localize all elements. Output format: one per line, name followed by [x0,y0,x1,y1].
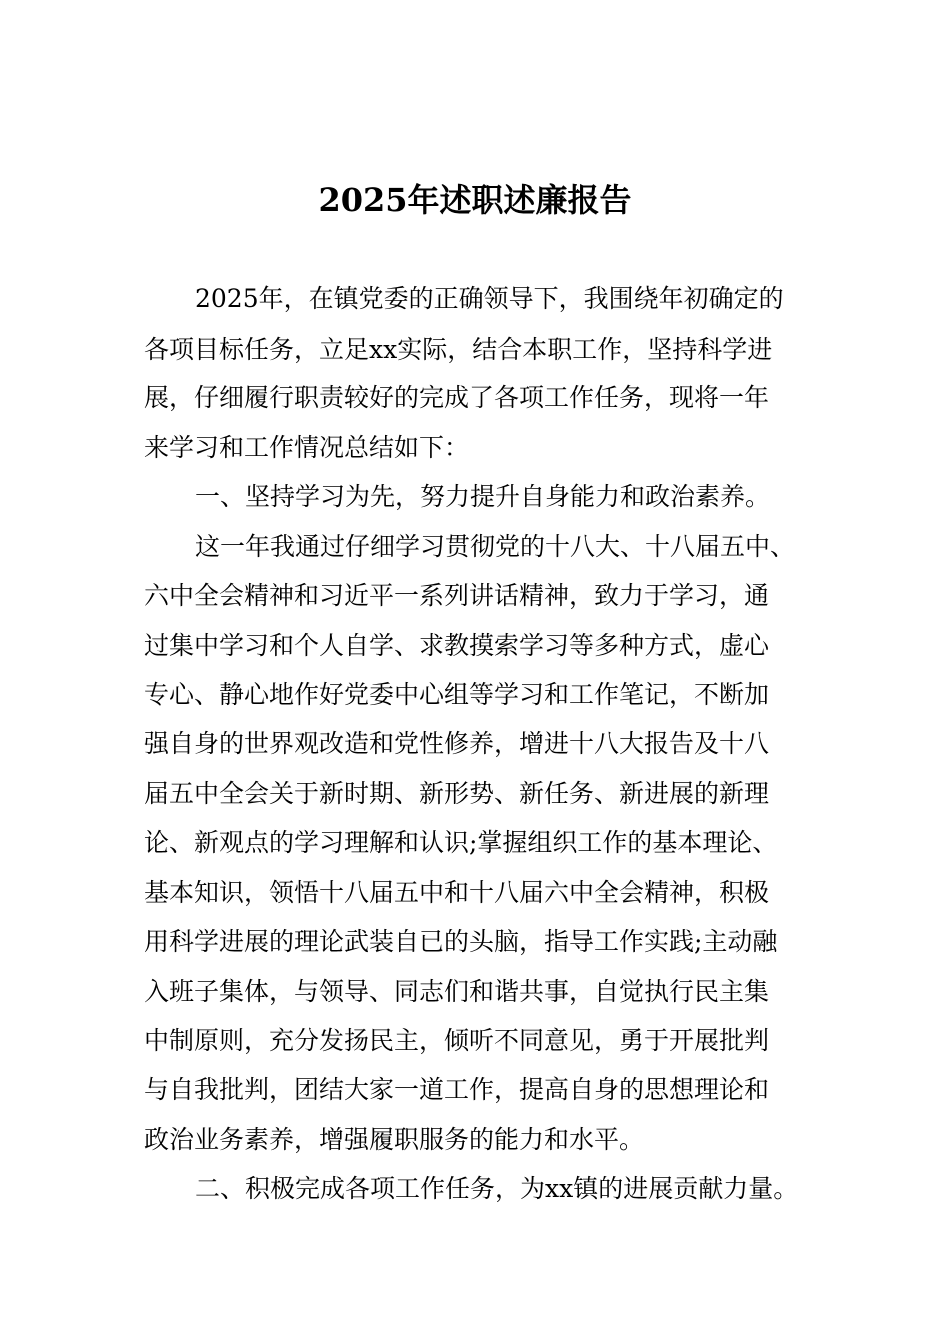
document-title: 2025年述职述廉报告 [318,181,632,219]
paragraph-line: 论、新观点的学习理解和认识;掌握组织工作的基本理论、 [144,828,778,857]
paragraph-line: 专心、静心地作好党委中心组等学习和工作笔记，不断加 [144,680,770,709]
paragraph-line: 中制原则，充分发扬民主，倾听不同意见，勇于开展批判 [144,1026,770,1055]
paragraph-line: 基本知识，领悟十八届五中和十八届六中全会精神，积极 [144,878,770,907]
paragraph-line: 政治业务素养，增强履职服务的能力和水平。 [144,1125,645,1154]
paragraph-line: 2025年，在镇党委的正确领导下，我围绕年初确定的 [195,284,784,313]
paragraph-line: 入班子集体，与领导、同志们和谐共事，自觉执行民主集 [144,977,770,1006]
paragraph-line: 届五中全会关于新时期、新形势、新任务、新进展的新理 [144,779,770,808]
paragraph-line: 强自身的世界观改造和党性修养，增进十八大报告及十八 [144,729,770,758]
paragraph-line: 过集中学习和个人自学、求教摸索学习等多种方式，虚心 [144,631,770,660]
paragraph-line: 这一年我通过仔细学习贯彻党的十八大、十八届五中、 [195,532,796,561]
paragraph-line: 展，仔细履行职责较好的完成了各项工作任务，现将一年 [144,383,770,412]
paragraph-line: 各项目标任务，立足xx实际，结合本职工作，坚持科学进 [144,335,773,364]
paragraph-line: 六中全会精神和习近平一系列讲话精神，致力于学习，通 [144,581,770,610]
paragraph-line: 用科学进展的理论武装自已的头脑，指导工作实践;主动融 [144,927,778,956]
section-heading: 一、坚持学习为先，努力提升自身能力和政治素养。 [195,482,771,511]
section-heading: 二、积极完成各项工作任务，为xx镇的进展贡献力量。 [195,1174,799,1203]
paragraph-line: 与自我批判，团结大家一道工作，提高自身的思想理论和 [144,1075,770,1104]
paragraph-line: 来学习和工作情况总结如下： [144,433,470,462]
